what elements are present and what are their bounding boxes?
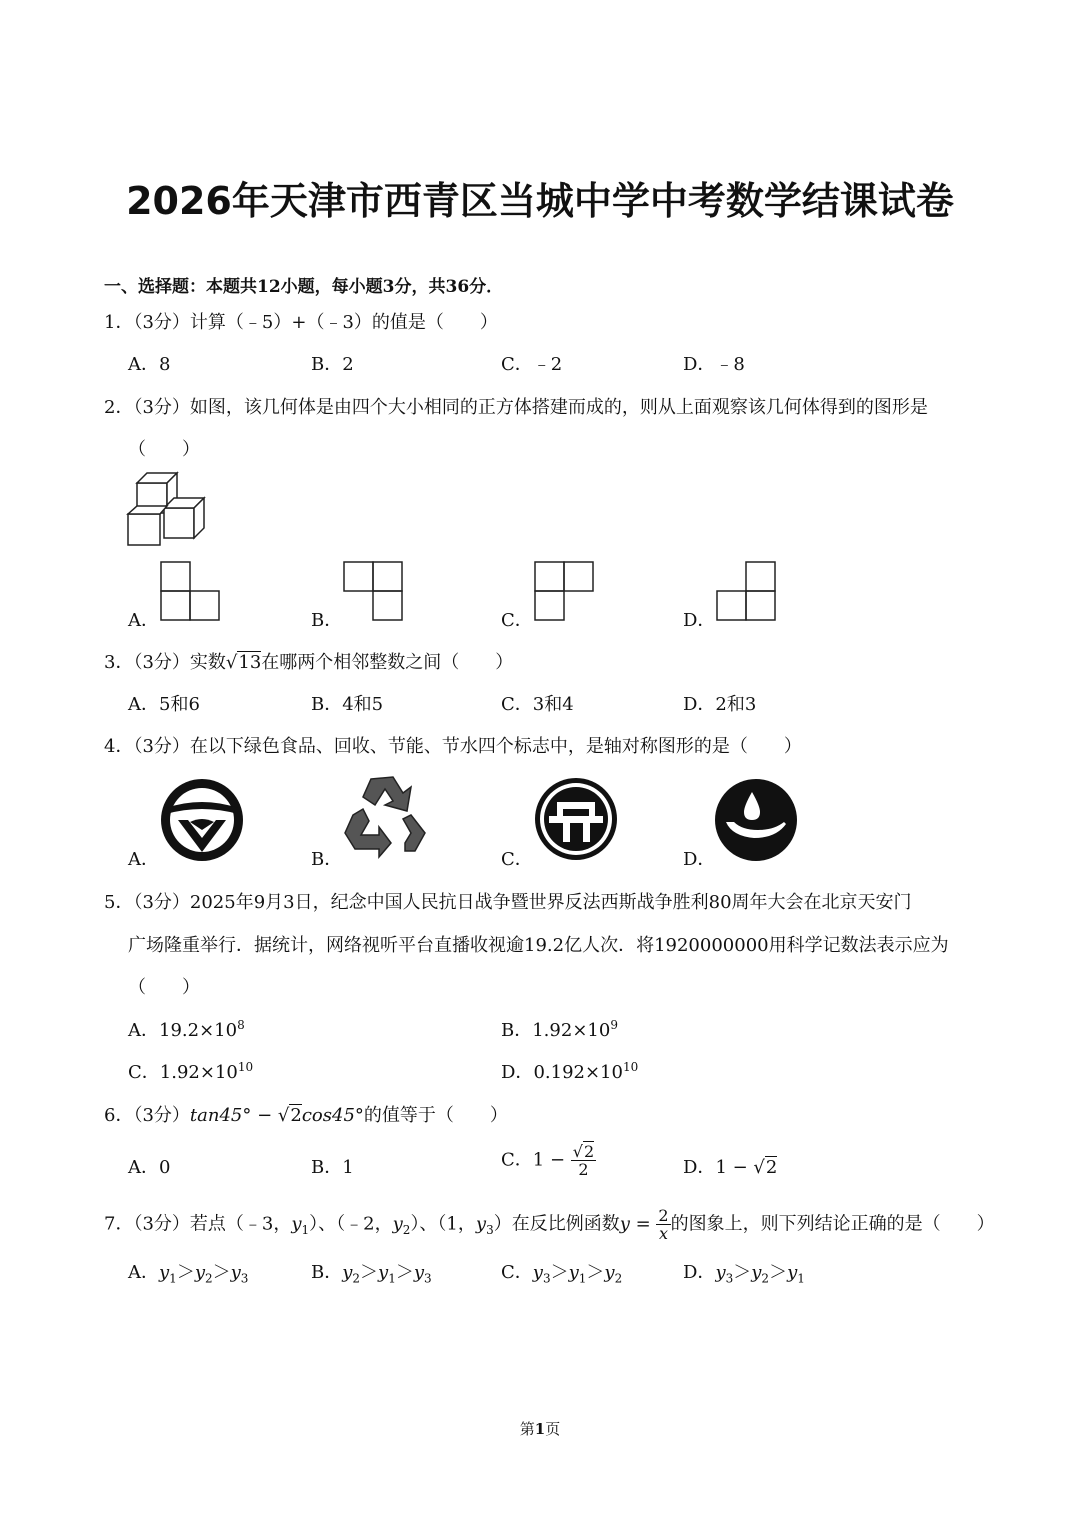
greater-than-sign: ＞	[176, 1262, 195, 1283]
greater-than-sign: ＞	[550, 1262, 569, 1283]
footer-prefix: 第	[519, 1420, 535, 1438]
question-number: 2．	[104, 397, 134, 418]
question-stem: 如图，该几何体是由四个大小相同的正方体搭建而成的，则从上面观察该几何体得到的图形是	[189, 397, 928, 418]
option-d[interactable]: D．	[683, 849, 716, 870]
greater-than-sign: ＞	[769, 1262, 788, 1283]
option-label: C．	[128, 1062, 160, 1083]
question-1	[104, 308, 498, 334]
question-5-line-2: 广场隆重举行．据统计，网络视听平台直播收视逾19.2亿人次．将1920000000用科学记数法表示应为	[128, 935, 949, 956]
option-value: 1.92×10	[532, 1020, 611, 1041]
footer-suffix: 页	[545, 1420, 561, 1438]
greater-than-sign: ＞	[733, 1262, 752, 1283]
question-6	[104, 1101, 508, 1127]
question-stem-tail: 在哪两个相邻整数之间（ ）	[261, 652, 514, 673]
option-d-figure	[716, 561, 778, 621]
question-score: （3分）	[133, 736, 190, 757]
option-c[interactable]: C．3和4	[501, 694, 574, 715]
recycle-logo-icon	[341, 771, 429, 859]
option-b-figure	[343, 561, 405, 621]
option-value: 19.2×10	[159, 1020, 238, 1041]
option-value: 1 −	[532, 1149, 571, 1171]
question-stem-tail: 的值等于（ ）	[363, 1105, 508, 1126]
var-y: y	[291, 1213, 302, 1235]
question-stem: 在以下绿色食品、回收、节能、节水四个标志中，是轴对称图形的是（ ）	[189, 736, 802, 757]
subscript: 1	[388, 1271, 396, 1286]
subscript: 2	[352, 1271, 361, 1286]
page-number: 1	[534, 1420, 546, 1438]
option-value: 0.192×10	[533, 1062, 623, 1083]
math-expression-b: cos45°	[301, 1105, 364, 1126]
question-stem: ）在反比例函数	[493, 1213, 620, 1235]
page-number-footer	[0, 1418, 1080, 1439]
radicand: 2	[583, 1142, 595, 1161]
var-y: y	[342, 1262, 353, 1283]
option-b[interactable]: B．	[311, 610, 343, 631]
var-y: y	[378, 1262, 389, 1283]
fraction: $\frac{√2}{2}$	[572, 1142, 595, 1179]
option-label: D．	[683, 1157, 716, 1178]
option-a[interactable]: A．0	[128, 1157, 171, 1178]
question-4	[104, 732, 802, 758]
option-c[interactable]: C．	[501, 849, 533, 870]
option-c-figure	[534, 561, 596, 621]
question-score: （3分）	[133, 892, 190, 913]
var-y: y	[392, 1213, 403, 1235]
question-stem: ）、（﹣2，	[309, 1213, 393, 1235]
numerator: 2	[658, 1206, 669, 1225]
option-value: 1 −	[715, 1157, 754, 1178]
question-stem: 计算（﹣5）+（﹣3）的值是（ ）	[189, 312, 498, 333]
greater-than-sign: ＞	[586, 1262, 605, 1283]
greater-than-sign: ＞	[360, 1262, 379, 1283]
greater-than-sign: ＞	[212, 1262, 231, 1283]
var-y: y	[715, 1262, 726, 1283]
radicand: 2	[765, 1157, 778, 1178]
option-label: A．	[128, 1020, 159, 1041]
option-a[interactable]: A．	[128, 849, 159, 870]
subscript: 3	[542, 1271, 551, 1286]
option-d[interactable]: D．﹣8	[683, 354, 745, 375]
subscript: 2	[614, 1271, 623, 1286]
option-b[interactable]: B．4和5	[311, 694, 384, 715]
var-y: y	[568, 1262, 579, 1283]
section-heading: 一、选择题：本题共12小题，每小题3分，共36分．	[104, 277, 504, 297]
option-a-figure	[160, 561, 222, 621]
question-number: 1．	[104, 312, 134, 333]
question-score: （3分）	[133, 1105, 190, 1126]
question-stem: 若点（﹣3，	[189, 1213, 292, 1235]
option-label: D．	[501, 1062, 534, 1083]
question-stem: 2025年9月3日，纪念中国人民抗日战争暨世界反法西斯战争胜利80周年大会在北京天安门	[189, 892, 912, 913]
sqrt-sign: √	[277, 1105, 290, 1126]
green-food-logo-icon	[160, 778, 244, 862]
subscript: 3	[240, 1271, 249, 1286]
question-score: （3分）	[133, 652, 190, 673]
option-exponent: 8	[237, 1018, 245, 1032]
energy-saving-logo-icon	[533, 776, 619, 862]
option-a[interactable]: A．8	[128, 354, 171, 375]
fraction	[656, 1207, 670, 1242]
sqrt-sign: √	[753, 1157, 765, 1178]
question-2-paren: （ ）	[128, 439, 200, 460]
option-exponent: 9	[610, 1018, 618, 1032]
var-y: y	[413, 1262, 425, 1283]
option-value: 1.92×10	[159, 1062, 238, 1083]
question-number: 5．	[104, 892, 134, 913]
sqrt-sign: √	[225, 652, 238, 673]
subscript: 3	[486, 1223, 494, 1238]
question-number: 7．	[104, 1213, 134, 1235]
water-saving-logo-icon	[714, 778, 798, 862]
option-a[interactable]	[128, 1258, 248, 1286]
option-d[interactable]: D．2和3	[683, 694, 757, 715]
question-3	[104, 648, 513, 674]
question-2	[104, 393, 928, 419]
option-b[interactable]: B．1	[311, 1157, 354, 1178]
option-b[interactable]	[311, 1258, 432, 1286]
var-y: y	[787, 1262, 798, 1283]
subscript: 1	[578, 1271, 587, 1286]
option-label: B．	[501, 1020, 533, 1041]
option-d[interactable]	[683, 1258, 805, 1286]
var-y: y	[532, 1262, 543, 1283]
subscript: 2	[402, 1223, 411, 1238]
question-number: 3．	[104, 652, 134, 673]
radicand: 13	[238, 652, 262, 673]
var-y: y	[751, 1262, 762, 1283]
denominator: x	[658, 1224, 669, 1243]
question-stem: ）、（1，	[410, 1213, 476, 1235]
cube-solid-figure	[124, 466, 208, 550]
option-a[interactable]: A．	[128, 610, 159, 631]
option-label: C．	[501, 1149, 533, 1171]
question-5	[104, 888, 912, 914]
subscript: 2	[761, 1271, 770, 1286]
var-y: y	[159, 1262, 170, 1283]
var-y: y	[604, 1262, 615, 1283]
var-y: y	[230, 1262, 241, 1283]
option-label: A．	[128, 1262, 159, 1283]
option-label: B．	[311, 1262, 343, 1283]
var-y: y	[194, 1262, 205, 1283]
option-d[interactable]: D．	[683, 610, 716, 631]
question-number: 6．	[104, 1105, 134, 1126]
var-y: y	[475, 1213, 487, 1235]
subscript: 1	[169, 1271, 177, 1286]
question-score: （3分）	[133, 312, 190, 333]
option-a[interactable]: A．5和6	[128, 694, 200, 715]
option-c[interactable]	[128, 1058, 253, 1084]
option-d[interactable]	[501, 1058, 638, 1084]
subscript: 1	[301, 1223, 310, 1238]
option-b[interactable]: B．2	[311, 354, 354, 375]
function-expression: y =	[619, 1213, 657, 1235]
math-expression-a: tan45° −	[189, 1105, 278, 1126]
option-d[interactable]	[683, 1153, 777, 1179]
option-c[interactable]	[501, 1258, 622, 1286]
subscript: 1	[797, 1271, 805, 1286]
option-exponent: 10	[237, 1060, 254, 1074]
question-7	[104, 1207, 995, 1242]
option-a[interactable]	[128, 1016, 245, 1042]
denominator: 2	[578, 1160, 589, 1179]
option-c[interactable]	[501, 1143, 596, 1178]
subscript: 3	[725, 1271, 734, 1286]
question-score: （3分）	[133, 397, 190, 418]
question-stem: 实数	[189, 652, 226, 673]
greater-than-sign: ＞	[395, 1262, 414, 1283]
subscript: 2	[204, 1271, 213, 1286]
page-title: 2026年天津市西青区当城中学中考数学结课试卷	[126, 179, 954, 223]
option-b[interactable]: B．	[311, 849, 343, 870]
question-score: （3分）	[133, 1213, 190, 1235]
question-number: 4．	[104, 736, 134, 757]
option-c[interactable]: C．	[501, 610, 533, 631]
option-b[interactable]	[501, 1016, 618, 1042]
radicand: 2	[290, 1105, 302, 1126]
question-5-paren: （ ）	[128, 977, 200, 998]
subscript: 3	[424, 1271, 432, 1286]
option-exponent: 10	[622, 1060, 639, 1074]
option-c[interactable]: C．﹣2	[501, 354, 563, 375]
option-label: C．	[501, 1262, 533, 1283]
option-label: D．	[683, 1262, 716, 1283]
question-stem-tail: 的图象上，则下列结论正确的是（ ）	[670, 1213, 995, 1235]
